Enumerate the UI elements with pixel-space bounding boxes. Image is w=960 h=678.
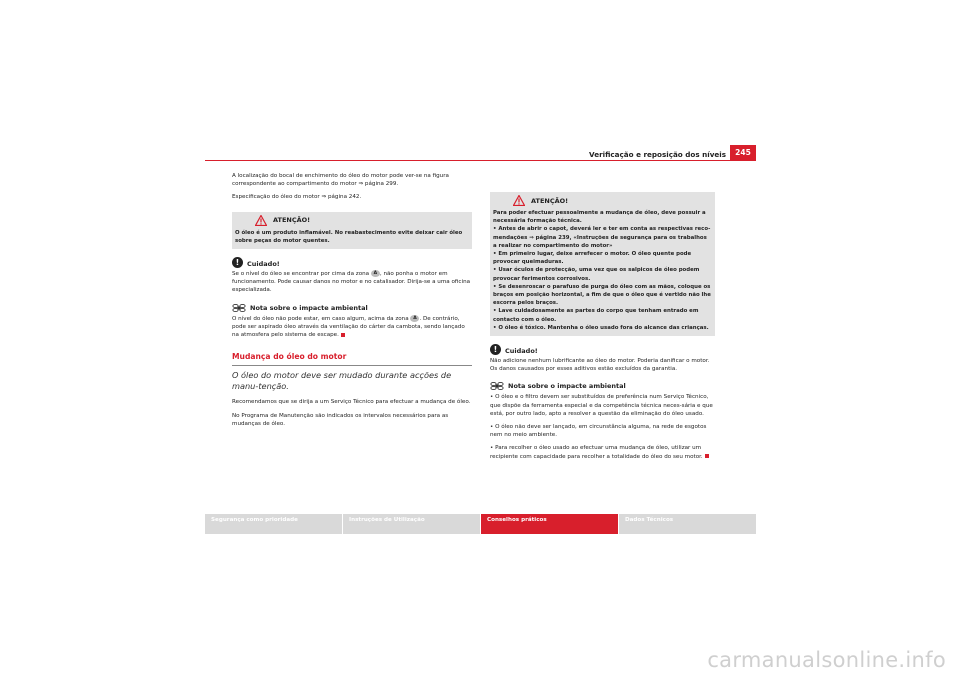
list-item: • Antes de abrir o capot, deverá ler e ter em conta as respectivas reco-mendações ⇒ página 239, «Instruções de segurança para os trabalhos a realizar no compartimento do motor»	[493, 226, 711, 249]
environment-flower-icon	[490, 381, 504, 391]
tab-instrucoes[interactable]: Instruções de Utilização	[343, 514, 480, 534]
list-item: • O óleo e o filtro devem ser substituídos de preferência num Serviço Técnico, que dispõe da ferramenta especial e da competência técnica neces-sária e que está, por outro lado, apto a resolver a questão da eliminação do óleo usado.	[490, 394, 713, 417]
list-item: • Para recolher o óleo usado ao efectuar uma mudança de óleo, utilizar um recipiente com capacidade para recolher a totalidade do óleo do seu motor.	[490, 444, 715, 460]
list-item: • Em primeiro lugar, deixe arrefecer o motor. O óleo quente pode provocar queimaduras.	[493, 251, 692, 266]
warning-heading	[255, 215, 469, 226]
environment-title: Nota sobre o impacte ambiental	[508, 382, 626, 391]
exclamation-icon: !	[490, 344, 501, 355]
caution-title: Cuidado!	[247, 259, 280, 268]
warning-text: Para poder efectuar pessoalmente a mudança de óleo, deve possuir a necessária formação técnica. • Antes de abrir o capot, deverá ler e ter em conta as respectivas reco-mendações ⇒ página 239, «Instruções de segurança para os trabalhos a realizar no compartimento do motor» • Em primeiro lugar, deixe arrefecer o motor. O óleo quente pode provocar queimaduras. • Usar óculos de protecção, uma vez que os salpicos de óleo podem provocar ferimentos corrosivos. • Se desenroscar o parafuso de purga do óleo com as mãos, coloque os braços em posição horizontal, a fim de que o óleo que é vertido não lhe escorra pelos braços. • Lave cuidadosamente as partes do corpo que tenham entrado em contacto com o óleo. • O óleo é tóxico. Mantenha o óleo usado fora do alcance das crianças.	[493, 210, 711, 331]
list-item: • Lave cuidadosamente as partes do corpo que tenham entrado em contacto com o óleo.	[493, 308, 699, 323]
tab-conselhos[interactable]: Conselhos práticos	[481, 514, 618, 534]
right-column	[490, 172, 715, 466]
header-divider	[205, 160, 756, 161]
warning-title: ATENÇÃO!	[273, 216, 311, 225]
warning-triangle-icon	[255, 215, 267, 226]
section-divider	[232, 365, 472, 366]
caution-heading	[232, 257, 472, 268]
tab-seguranca[interactable]: Segurança como prioridade	[205, 514, 342, 534]
zone-a-icon: A	[371, 270, 380, 277]
caution-text: Se o nível do óleo se encontrar por cima da zona A , não ponha o motor em funcionamento. Pode causar danos no motor e no catalisador. Dirija-se a uma oficina especializada.	[232, 271, 471, 294]
warning-box	[490, 192, 715, 336]
page-title: Verificação e reposição dos níveis	[589, 150, 726, 159]
watermark: carmanualsonline.info	[707, 648, 946, 672]
list-item: • Usar óculos de protecção, uma vez que os salpicos de óleo podem provocar ferimentos corrosivos.	[493, 267, 700, 282]
zone-a-icon: A	[410, 315, 419, 322]
paragraph: A localização do bocal de enchimento do óleo do motor pode ver-se na figura correspondente ao compartimento do motor ⇒ página 299.	[232, 173, 449, 188]
page-number: 245	[730, 145, 756, 161]
list-item: • Se desenroscar o parafuso de purga do óleo com as mãos, coloque os braços em posição horizontal, a fim de que o óleo que é vertido não lhe escorra pelos braços.	[493, 283, 711, 307]
section-subtitle: O óleo do motor deve ser mudado durante acções de manu-tenção.	[232, 370, 452, 392]
warning-text: O óleo é um produto inflamável. No reabastecimento evite deixar cair óleo sobre peças do motor quentes.	[235, 229, 463, 244]
environment-title: Nota sobre o impacte ambiental	[250, 303, 368, 312]
environment-text: O nível do óleo não pode estar, em caso algum, acima da zona A . De contrário, pode ser aspirado óleo através da ventilação do cárter da cambota, sendo lançado na atmosfera pelo sistema de escape.	[232, 315, 465, 339]
list-item: • O óleo não deve ser lançado, em circunstância alguma, na rede de esgotos nem no meio ambiente.	[490, 424, 707, 439]
end-marker-icon	[705, 454, 709, 458]
environment-heading	[232, 303, 472, 313]
caution-heading	[490, 344, 715, 355]
section-title: Mudança do óleo do motor	[232, 352, 347, 362]
caution-title: Cuidado!	[505, 346, 538, 355]
environment-heading	[490, 381, 715, 391]
caution-text: Não adicione nenhum lubrificante ao óleo do motor. Poderia danificar o motor. Os danos causados por esses aditivos estão excluídos da garantia.	[490, 358, 710, 373]
paragraph: No Programa de Manutenção são indicados os intervalos necessários para as mudanças de óleo.	[232, 412, 449, 427]
exclamation-icon: !	[232, 257, 243, 268]
left-column	[232, 172, 472, 433]
list-item: • O óleo é tóxico. Mantenha o óleo usado fora do alcance das crianças.	[493, 324, 709, 331]
end-marker-icon	[341, 333, 345, 337]
warning-heading	[513, 195, 712, 206]
warning-triangle-icon	[513, 195, 525, 206]
warning-title: ATENÇÃO!	[531, 196, 569, 205]
footer-nav	[205, 514, 756, 534]
paragraph: Recomendamos que se dirija a um Serviço Técnico para efectuar a mudança de óleo.	[232, 399, 471, 406]
paragraph: Especificação do óleo do motor ⇒ página 242.	[232, 194, 362, 201]
warning-box	[232, 212, 472, 249]
environment-flower-icon	[232, 303, 246, 313]
tab-dados[interactable]: Dados Técnicos	[619, 514, 756, 534]
